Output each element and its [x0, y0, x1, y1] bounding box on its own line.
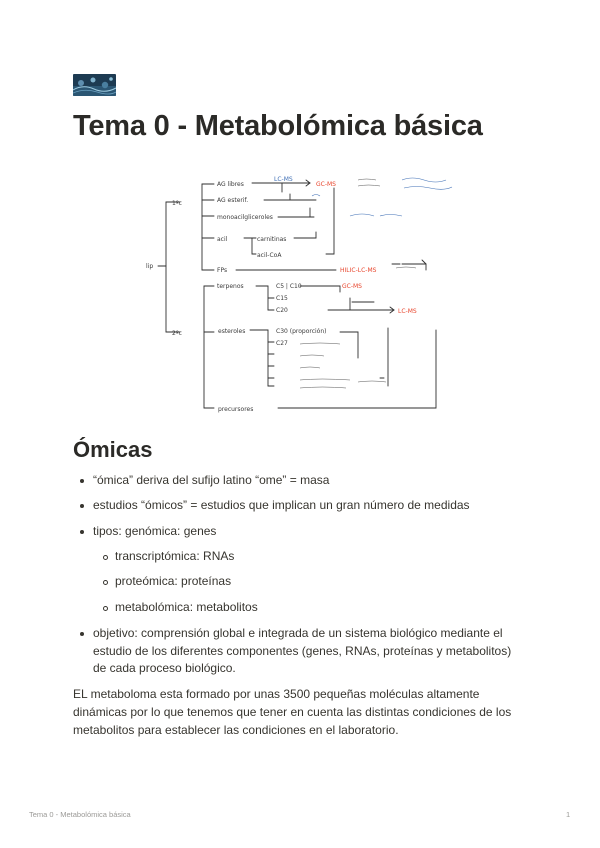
- bullet-icon: [80, 632, 84, 636]
- sketch-label-gc4: GC-MS: [342, 283, 362, 290]
- list-item: [73, 472, 329, 490]
- list-item-text: objetivo: comprensión global e integrada de un sistema biológico mediante el estudio de los diferentes componentes (genes, RNAs, proteínas y metabolitos) de cada proceso biológico.: [93, 626, 512, 675]
- sub-list-item-text: proteómica: proteínas: [115, 574, 232, 588]
- sketch-label-gc3: HILIC-LC-MS: [340, 267, 377, 274]
- handwritten-diagram: [140, 168, 460, 422]
- sketch-label-branch1: 1ºc: [172, 200, 182, 207]
- list-item-text: tipos: genómica: genes: [93, 524, 217, 538]
- section-heading: Ómicas: [73, 437, 153, 462]
- list-item-text: “ómica” deriva del sufijo latino “ome” = masa: [93, 473, 330, 487]
- bullet-icon: [80, 530, 84, 534]
- list-item: [73, 523, 216, 541]
- sketch-label-n2: AG esterif.: [217, 197, 249, 204]
- sketch-label-gc5: LC-MS: [398, 308, 417, 315]
- sketch-label-n4b: acil-CoA: [257, 252, 282, 259]
- bullet-icon: [80, 504, 84, 508]
- sketch-label-s4: C30 (proporción): [276, 328, 327, 335]
- paragraph: EL metaboloma esta formado por unas 3500 pequeñas moléculas altamente dinámicas por lo que tenemos que tener en cuenta las distintas condiciones de los metabolitos para establecer las condiciones en el laboratorio.: [73, 687, 512, 737]
- sub-list-item: [73, 573, 231, 591]
- sketch-label-branch2: 2ºc: [172, 330, 182, 337]
- sketch-label-n4: acil: [217, 236, 228, 243]
- cover-image: [73, 74, 116, 96]
- list-item: [73, 625, 513, 678]
- list-item: [73, 497, 470, 515]
- sketch-label-m1: terpenos: [217, 283, 244, 290]
- sketch-label-n1: AG libres: [217, 181, 244, 188]
- cover-image-graphic: [73, 74, 116, 96]
- footer-title: Tema 0 - Metabolómica básica: [29, 810, 131, 819]
- sketch-label-m2: esteroles: [218, 328, 246, 335]
- sketch-label-gc2: LC-MS: [274, 176, 293, 183]
- hollow-bullet-icon: [103, 555, 108, 560]
- sketch-label-n3: monoacilgliceroles: [217, 214, 273, 221]
- sketch-label-s1: C5 | C10: [276, 283, 302, 290]
- sketch-label-s5: C27: [276, 340, 288, 347]
- bullet-icon: [80, 479, 84, 483]
- page-title: Tema 0 - Metabolómica básica: [73, 110, 483, 142]
- page-number: 1: [566, 810, 571, 819]
- sketch-label-gc1: GC-MS: [316, 181, 336, 188]
- hollow-bullet-icon: [103, 606, 108, 611]
- sketch-label-root: lip: [146, 263, 154, 270]
- list-item-text: estudios “ómicos” = estudios que implican un gran número de medidas: [93, 498, 470, 512]
- sketch-label-m3: precursores: [218, 406, 254, 413]
- sketch-label-s3: C20: [276, 307, 288, 314]
- sketch-label-n4a: carnitinas: [257, 236, 287, 243]
- sub-list-item: [73, 599, 258, 617]
- sub-list-item: [73, 548, 234, 566]
- hollow-bullet-icon: [103, 580, 108, 585]
- sketch-label-s2: C15: [276, 295, 288, 302]
- sub-list-item-text: metabolómica: metabolitos: [115, 600, 258, 614]
- sub-list-item-text: transcriptómica: RNAs: [115, 549, 235, 563]
- sketch-label-n5: FPs: [217, 267, 228, 274]
